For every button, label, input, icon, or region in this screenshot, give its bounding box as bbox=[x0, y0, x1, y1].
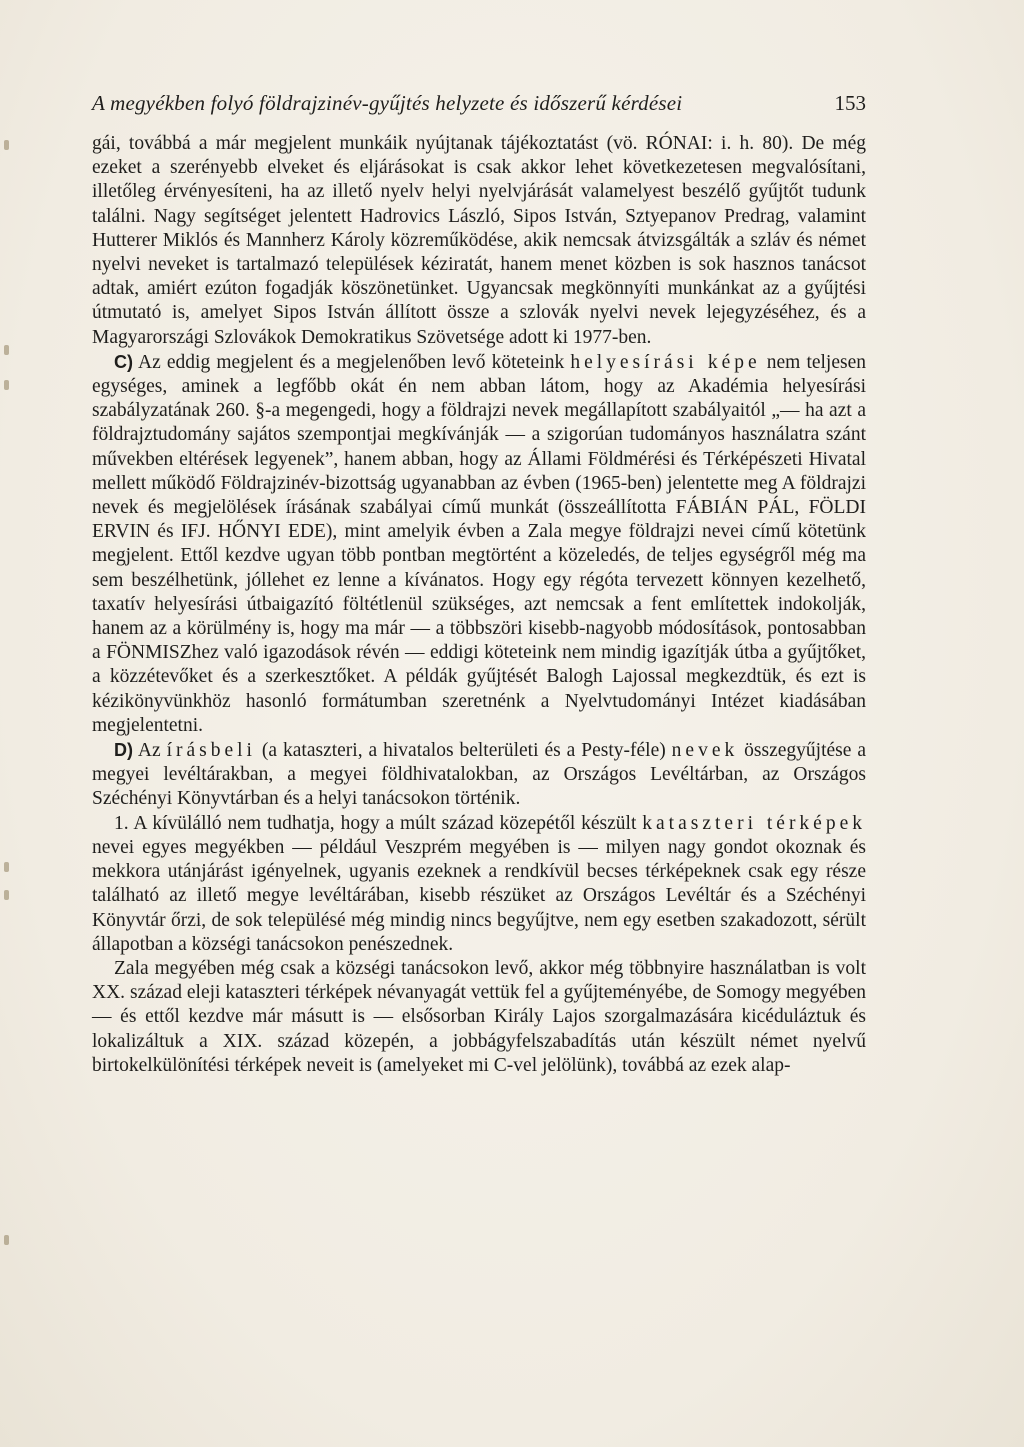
spaced-emphasis: kataszteri térképek bbox=[642, 812, 866, 834]
section-marker-c: C) bbox=[114, 351, 133, 372]
paragraph-zala bbox=[92, 957, 866, 1078]
page-number: 153 bbox=[834, 91, 866, 115]
paragraph-c bbox=[92, 350, 866, 738]
paragraph-text: Az bbox=[133, 740, 167, 762]
item-number-1: 1. bbox=[114, 812, 129, 834]
paragraph-text: Zala megyében még csak a községi tanácsokon levő, akkor még többnyire használatban is volt XX. század eleji kataszteri térképek névanyagát vettük fel a gyűjteményébe, de Somogy megyében — és ettől kezdve már másutt is — elsősorban Király Lajos szorgalmazására kicéduláztuk és lokalizáltuk a XIX. század közepén, a jobbágyfelszabadítás után készült német nyelvű birtokelkülönítési térképek neveit is (amelyeket mi C-vel jelölünk), továbbá az ezek alap- bbox=[92, 957, 866, 1076]
running-title: A megyékben folyó földrajzinév-gyűjtés helyzete és időszerű kérdései bbox=[92, 91, 683, 115]
paragraph-text: (a kataszteri, a hivatalos belterületi és a Pesty-féle) bbox=[255, 740, 672, 762]
paragraph-text: nevei egyes megyékben — például Veszprém megyében is — milyen nagy gondot okoznak és mekkora utánjárást igényelnek, ugyanis ezeknek a rendkívül becses térképeknek csak egy része található az illető megye levéltárában, kisebb részüket az Országos Levéltár és a Széchényi Könyvtár őrzi, de sok településé még mindig nincs begyűjtve, nem egy esetben szakadozott, sérült állapotban a községi tanácsokon penészednek. bbox=[92, 836, 866, 955]
paragraph-text: A kívülálló nem tudhatja, hogy a múlt század közepétől készült bbox=[128, 812, 643, 834]
spaced-emphasis: írásbeli bbox=[166, 740, 256, 762]
body-text bbox=[92, 132, 866, 1078]
paragraph-text: összegyűjtése a megyei levéltárakban, a megyei földhivatalokban, az Országos Levéltárban, az Országos Széchényi Könyvtárban és a helyi tanácsokon történik. bbox=[92, 740, 866, 810]
running-header bbox=[92, 88, 866, 122]
paragraph-text: Az eddig megjelent és a megjelenőben levő köteteink bbox=[133, 351, 571, 373]
section-marker-d: D) bbox=[114, 740, 133, 761]
spaced-emphasis: helyesírási képe bbox=[570, 351, 761, 373]
paragraph-text: gái, továbbá a már megjelent munkáik nyújtanak tájékoztatást (vö. RÓNAI: i. h. 80). De még ezeket a szerényebb elveket és eljárásokat is csak akkor lehet következetesen megvalósítani, illetőleg érvényesíteni, ha az illető nyelv helyi nyelvjárását valamelyest beszélő gyűjtőt tudunk találni. Nagy segítséget jelentett Hadrovics László, Sipos István, Sztyepanov Predrag, valamint Hutterer Miklós és Mannherz Károly közreműködése, akik nemcsak átvizsgálták a szláv és német nyelvi neveket is tartalmazó települések kéziratát, hanem menet közben is sok hasznos tanácsot adtak, amiért ezúton fogadják köszönetünket. Ugyancsak megkönnyíti munkánkat az a gyűjtési útmutató is, amelyet Sipos István állított össze a szlovák nyelvi nevek lejegyzéséhez, és a Magyarországi Szlovákok Demokratikus Szövetsége adott ki 1977-ben. bbox=[92, 133, 866, 348]
paragraph-1 bbox=[92, 812, 866, 957]
spaced-emphasis: nevek bbox=[671, 740, 739, 762]
paragraph-continuation bbox=[92, 132, 866, 350]
paragraph-text: nem teljesen egységes, aminek a legfőbb okát én nem abban látom, hogy az Akadémia helyesírási szabályzatának 260. §-a megengedi, hogy a földrajzi nevek megállapított szabályaitól „— ha azt a földrajztudomány sajátos szempontjai megkívánják — a szigorúan tudományos használatra szánt művekben eltérések legyenek”, hanem abban, hogy az Állami Földmérési és Térképészeti Hivatal mellett működő Földrajzinév-bizottság ugyanabban az évben (1965-ben) jelentette meg A földrajzi nevek és megjelölések írásának szabályai című munkát (összeállította FÁBIÁN PÁL, FÖLDI ERVIN és IFJ. HŐNYI EDE), mint amelyik évben a Zala megye földrajzi nevei című kötetünk megjelent. Ettől kezdve ugyan több pontban megtörtént a közeledés, de teljes egységről még ma sem beszélhetünk, jóllehet ez lenne a kívánatos. Hogy egy régóta tervezett könnyen kezelhető, taxatív helyesírási útbaigazító föltétlenül szükséges, azt nemcsak a fent említettek indokolják, hanem az a körülmény is, hogy ma már — a többszöri kisebb-nagyobb módosítások, pontosabban a FÖNMISZhez való igazodások révén — eddigi köteteink nem mindig igazítják útba a gyűjtőket, a közzétevőket és a szerkesztőket. A példák gyűjtését Balogh Lajossal megkezdtük, és ezt is kézikönyvünkhöz hasonló formátumban szeretnénk a Nyelvtudományi Intézet kiadásában megjelentetni. bbox=[92, 351, 866, 736]
paragraph-d bbox=[92, 738, 866, 812]
page-edge-marks bbox=[0, 0, 20, 1447]
